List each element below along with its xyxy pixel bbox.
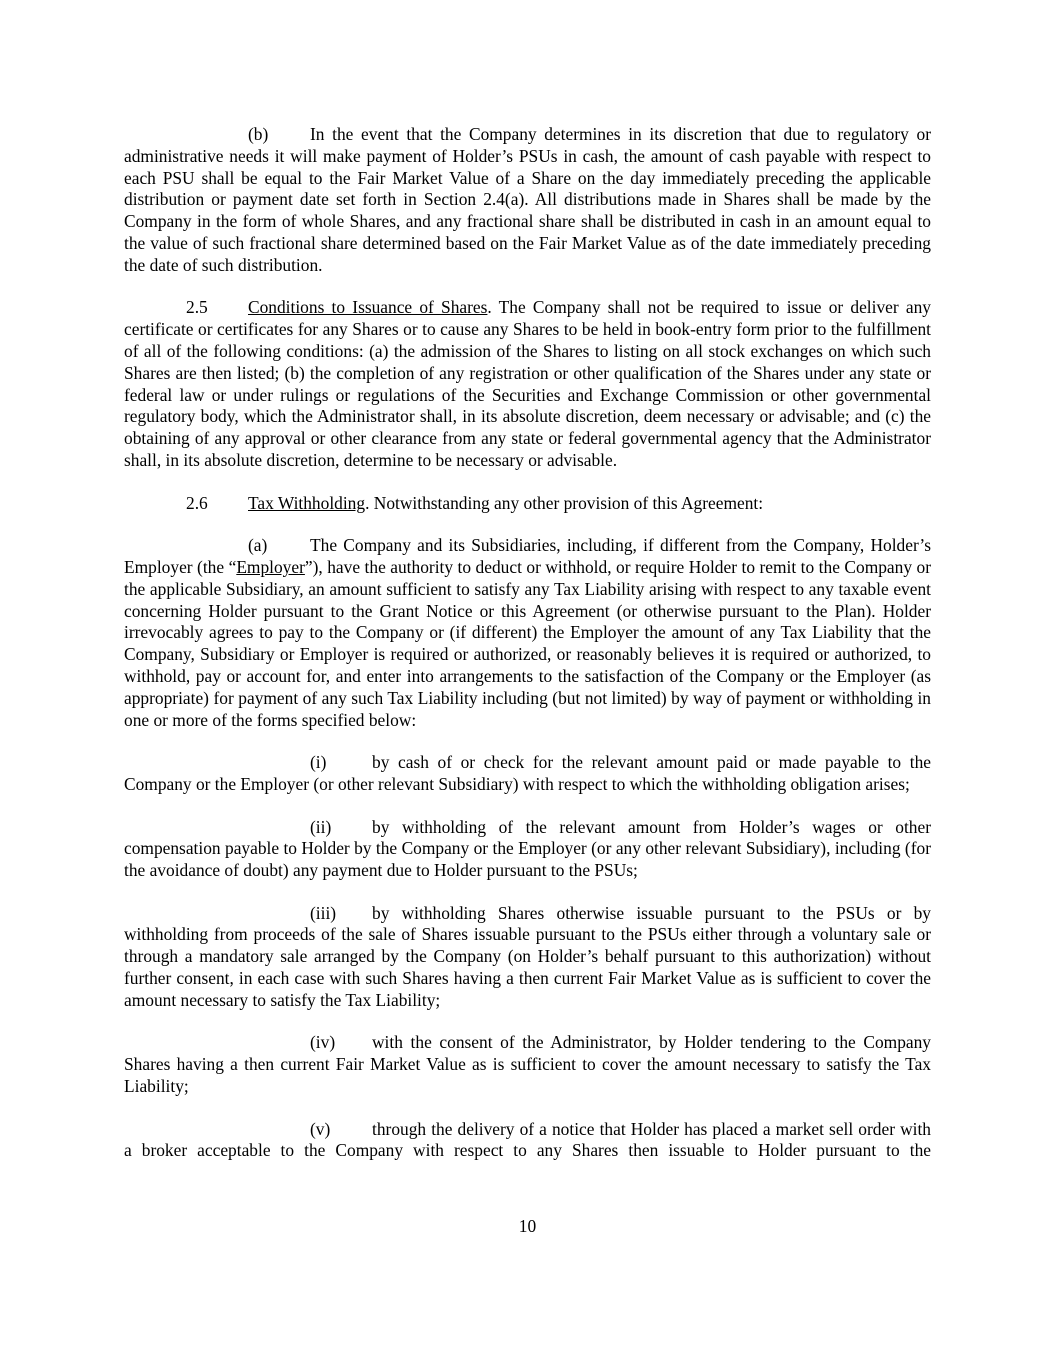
paragraph-label: (a) bbox=[248, 535, 268, 556]
paragraph-text-before: The Company and its Subsidiaries, including, if different from the Company, Holder’s Employer (the “ bbox=[124, 535, 931, 577]
section-number: 2.6 bbox=[186, 492, 208, 513]
subparagraph-i bbox=[124, 752, 931, 796]
subparagraph-iv bbox=[124, 1032, 931, 1097]
subparagraph-ii bbox=[124, 817, 931, 882]
subparagraph-text: by withholding of the relevant amount from Holder’s wages or other compensation payable to Holder by the Company or the Employer (or any other relevant Subsidiary), including (for the avoidance of doubt) any payment due to Holder pursuant to the PSUs; bbox=[124, 816, 931, 881]
subparagraph-text: by withholding Shares otherwise issuable pursuant to the PSUs or by withholding from proceeds of the sale of Shares issuable pursuant to the PSUs either through a voluntary sale or through a mandatory sale arranged by the Company (on Holder’s behalf pursuant to this authorization) without further consent, in each case with such Shares having a then current Fair Market Value as is sufficient to cover the amount necessary to satisfy the Tax Liability; bbox=[124, 902, 931, 1010]
page-number: 10 bbox=[518, 1216, 537, 1236]
section-number: 2.5 bbox=[186, 297, 208, 318]
paragraph-text-after: ”), have the authority to deduct or withhold, or require Holder to remit to the Company or the applicable Subsidiary, an amount sufficient to satisfy any Tax Liability arising with respect to any taxable event concerning Holder pursuant to the Grant Notice or this Agreement (or otherwise pursuant to the Plan). Holder irrevocably agrees to pay to the Company or (if different) the Employer the amount of any Tax Liability that the Company, Subsidiary or Employer is required or authorized, or reasonably believes it is required or authorized, to withhold, pay or account for, and enter into arrangements to the satisfaction of the Company or the Employer (as appropriate) for payment of any such Tax Liability including (but not limited) by way of payment or withholding in one or more of the forms specified below: bbox=[124, 556, 932, 730]
subparagraph-label: (v) bbox=[310, 1118, 331, 1139]
subparagraph-text: by cash of or check for the relevant amount paid or made payable to the Company or the Employer (or other relevant Subsidiary) with respect to which the withholding obligation arises; bbox=[124, 752, 931, 794]
paragraph-a bbox=[124, 535, 931, 731]
subparagraph-v bbox=[124, 1119, 931, 1163]
subparagraph-iii bbox=[124, 903, 931, 1012]
section-2-5 bbox=[124, 297, 931, 471]
section-heading: Conditions to Issuance of Shares bbox=[248, 297, 488, 318]
document-page bbox=[124, 124, 931, 1183]
subparagraph-label: (i) bbox=[310, 752, 327, 773]
section-heading: Tax Withholding bbox=[248, 492, 366, 513]
section-text: . Notwithstanding any other provision of this Agreement: bbox=[365, 492, 764, 513]
subparagraph-label: (iii) bbox=[310, 902, 337, 923]
subparagraph-label: (ii) bbox=[310, 816, 332, 837]
section-2-6 bbox=[124, 493, 931, 515]
defined-term-employer: Employer bbox=[236, 556, 305, 577]
subparagraph-label: (iv) bbox=[310, 1032, 336, 1053]
section-text: . The Company shall not be required to issue or deliver any certificate or certificates for any Shares or to cause any Shares to be held in book-entry form prior to the fulfillment of all of the following conditions: (a) the admission of the Shares to listing on all stock exchanges on which such Shares are then listed; (b) the completion of any registration or other qualification of the Shares under any state or federal law or under rulings or regulations of the Securities and Exchange Commission or other governmental regulatory body, which the Administrator shall, in its absolute discretion, deem necessary or advisable; and (c) the obtaining of any approval or other clearance from any state or federal governmental agency that the Administrator shall, in its absolute discretion, determine to be necessary or advisable. bbox=[124, 297, 931, 470]
paragraph-b bbox=[124, 124, 931, 277]
subparagraph-text: through the delivery of a notice that Holder has placed a market sell order with a broker acceptable to the Company with respect to any Shares then issuable to Holder pursuant to the bbox=[124, 1118, 931, 1161]
paragraph-label: (b) bbox=[248, 124, 269, 144]
subparagraph-text: with the consent of the Administrator, by Holder tendering to the Company Shares having a then current Fair Market Value as is sufficient to cover the amount necessary to satisfy the Tax Liability; bbox=[124, 1032, 931, 1097]
paragraph-text: In the event that the Company determines in its discretion that due to regulatory or administrative needs it will make payment of Holder’s PSUs in cash, the amount of cash payable with respect to each PSU shall be equal to the Fair Market Value of a Share on the day immediately preceding the applicable distribution or payment date set forth in Section 2.4(a). All distributions made in Shares shall be made by the Company in the form of whole Shares, and any fractional share shall be distributed in cash in an amount equal to the value of such fractional share determined based on the Fair Market Value as of the date immediately preceding the date of such distribution. bbox=[124, 124, 931, 275]
